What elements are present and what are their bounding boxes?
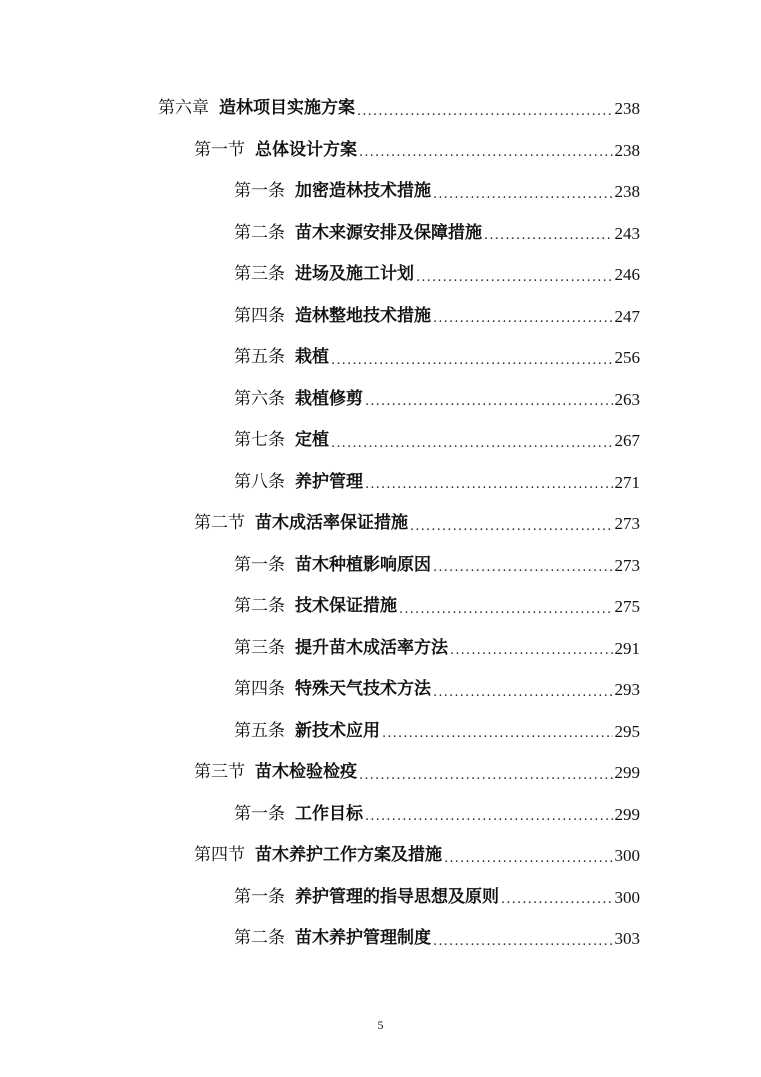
toc-entry-title: 苗木养护工作方案及措施 [255,845,442,866]
dot-leader [365,478,613,503]
toc-entry-title: 苗木成活率保证措施 [255,513,408,534]
dot-leader [382,727,613,752]
toc-entry[interactable] [234,669,640,711]
toc-entry[interactable] [234,213,640,255]
toc-entry-number: 第二条 [234,928,285,949]
dot-leader [357,105,613,130]
toc-entry-number: 第六条 [234,388,285,409]
dot-leader [365,395,613,420]
toc-entry-page: 247 [614,306,640,326]
dot-leader [433,935,613,960]
dot-leader [416,271,613,296]
toc-entry-number: 第二条 [234,596,285,617]
toc-entry-page: 303 [614,929,640,949]
toc-entry-number: 第七条 [234,430,285,451]
toc-entry[interactable] [234,296,640,338]
toc-entry-page: 295 [614,721,640,741]
toc-entry-title: 造林项目实施方案 [219,98,355,119]
toc-entry-number: 第三节 [194,762,245,783]
toc-entry-page: 300 [614,887,640,907]
toc-entry-title: 苗木养护管理制度 [295,928,431,949]
toc-entry-title: 新技术应用 [295,720,380,741]
toc-entry[interactable] [234,379,640,421]
toc-entry-page: 275 [614,597,640,617]
toc-entry-number: 第一条 [234,554,285,575]
toc-entry[interactable] [234,337,640,379]
toc-entry[interactable] [194,835,640,877]
toc-entry-number: 第二条 [234,222,285,243]
toc-entry-number: 第一条 [234,181,285,202]
toc-entry-title: 进场及施工计划 [295,264,414,285]
toc-entry-number: 第二节 [194,513,245,534]
dot-leader [433,188,613,213]
toc-entry[interactable] [234,420,640,462]
toc-entry-number: 第四条 [234,305,285,326]
toc-entry[interactable] [234,918,640,960]
toc-entry-title: 养护管理的指导思想及原则 [295,886,499,907]
toc-entry-title: 造林整地技术措施 [295,305,431,326]
toc-entry-page: 273 [614,555,640,575]
toc-entry[interactable] [234,254,640,296]
toc-entry[interactable] [234,794,640,836]
toc-entry-number: 第一节 [194,139,245,160]
dot-leader [444,852,613,877]
dot-leader [365,810,613,835]
toc-entry-page: 243 [614,223,640,243]
toc-entry-page: 238 [614,140,640,160]
dot-leader [410,520,613,545]
toc-entry[interactable] [158,88,640,130]
toc-entry-page: 256 [614,348,640,368]
toc-entry-number: 第六章 [158,98,209,119]
page-number: 5 [377,1018,384,1032]
toc-entry[interactable] [234,877,640,919]
toc-entry-number: 第三条 [234,264,285,285]
toc-entry-page: 238 [614,99,640,119]
toc-entry-title: 苗木来源安排及保障措施 [295,222,482,243]
toc-entry-title: 加密造林技术措施 [295,181,431,202]
toc-entry-page: 267 [614,431,640,451]
toc-entry[interactable] [234,628,640,670]
table-of-contents [0,88,761,960]
toc-entry-page: 299 [614,763,640,783]
toc-entry[interactable] [234,462,640,504]
toc-entry-page: 293 [614,680,640,700]
dot-leader [501,893,613,918]
toc-entry-number: 第八条 [234,471,285,492]
toc-entry-title: 总体设计方案 [255,139,357,160]
toc-entry-number: 第三条 [234,637,285,658]
toc-entry-title: 工作目标 [295,803,363,824]
toc-entry-page: 238 [614,182,640,202]
toc-entry-title: 苗木检验检疫 [255,762,357,783]
toc-entry-title: 技术保证措施 [295,596,397,617]
toc-entry-page: 271 [614,472,640,492]
toc-entry[interactable] [194,503,640,545]
toc-entry-number: 第四条 [234,679,285,700]
toc-entry-title: 栽植 [295,347,329,368]
toc-entry-title: 苗木种植影响原因 [295,554,431,575]
toc-entry-page: 291 [614,638,640,658]
dot-leader [433,312,613,337]
toc-entry[interactable] [234,545,640,587]
toc-entry[interactable] [234,171,640,213]
toc-entry-page: 273 [614,514,640,534]
dot-leader [433,686,613,711]
toc-entry[interactable] [234,711,640,753]
dot-leader [359,769,613,794]
toc-entry[interactable] [194,130,640,172]
toc-entry-page: 300 [614,846,640,866]
toc-entry[interactable] [234,586,640,628]
toc-entry-title: 特殊天气技术方法 [295,679,431,700]
toc-entry-title: 提升苗木成活率方法 [295,637,448,658]
toc-entry-number: 第五条 [234,347,285,368]
toc-entry-number: 第五条 [234,720,285,741]
dot-leader [399,603,613,628]
dot-leader [484,229,613,254]
toc-entry-number: 第一条 [234,803,285,824]
toc-entry-title: 定植 [295,430,329,451]
toc-entry-page: 299 [614,804,640,824]
toc-entry-number: 第四节 [194,845,245,866]
dot-leader [433,561,613,586]
dot-leader [331,354,613,379]
toc-entry-title: 养护管理 [295,471,363,492]
toc-entry[interactable] [194,752,640,794]
dot-leader [359,146,613,171]
toc-entry-page: 246 [614,265,640,285]
toc-entry-number: 第一条 [234,886,285,907]
toc-entry-page: 263 [614,389,640,409]
dot-leader [331,437,613,462]
dot-leader [450,644,613,669]
toc-entry-title: 栽植修剪 [295,388,363,409]
